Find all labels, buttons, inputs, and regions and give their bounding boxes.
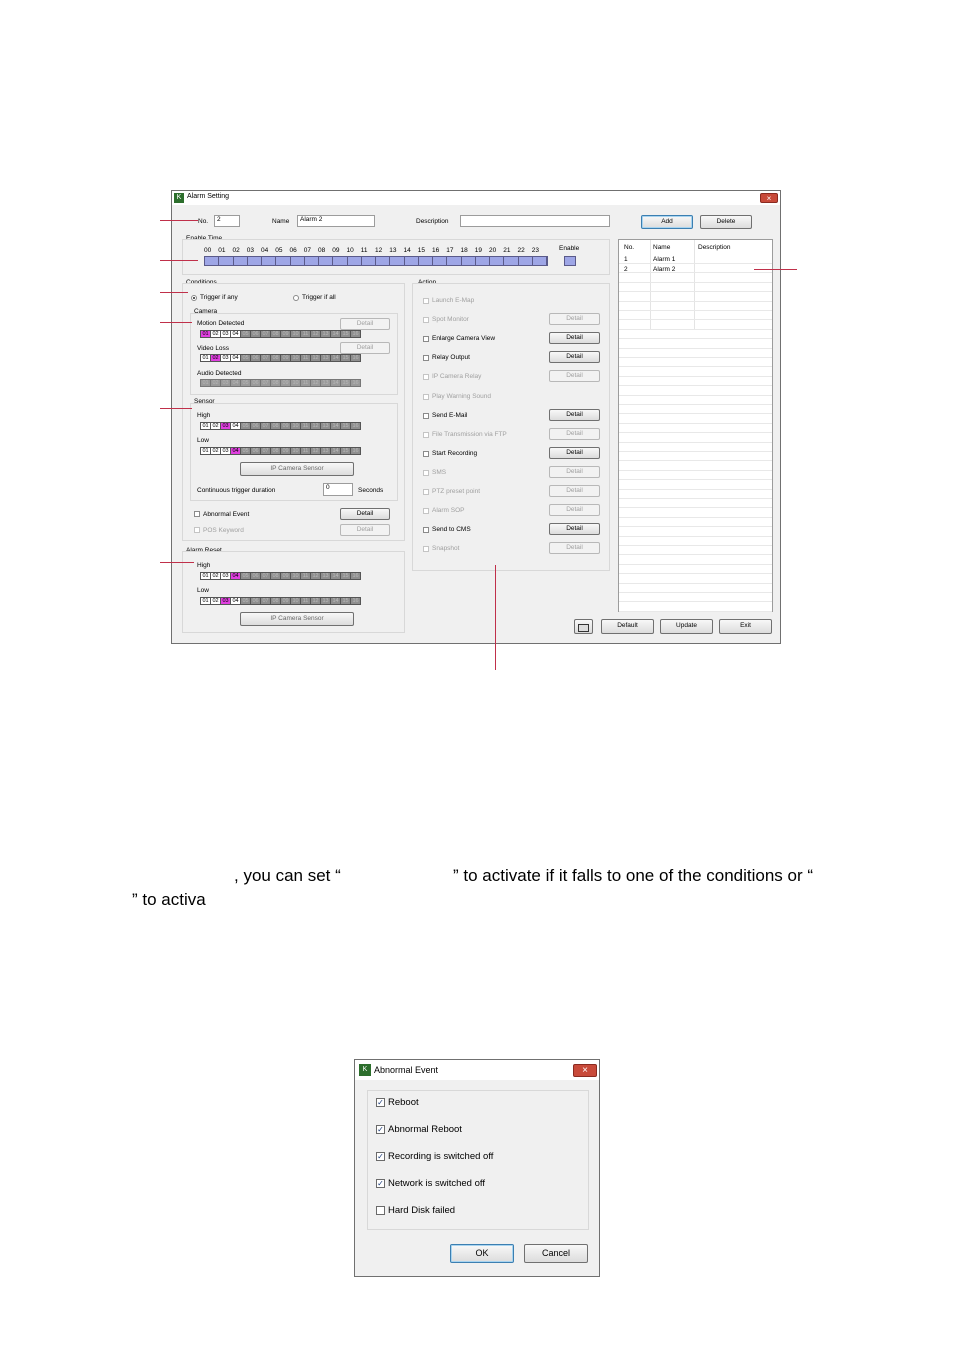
- action-detail-button[interactable]: Detail: [549, 523, 600, 535]
- channel-cell[interactable]: 03: [220, 330, 231, 338]
- list-header-description: Description: [698, 244, 731, 251]
- hour-label: 11: [360, 247, 368, 254]
- channel-cell[interactable]: 16: [350, 354, 361, 362]
- hour-cell[interactable]: [262, 257, 276, 265]
- hour-label: 19: [474, 247, 482, 254]
- abnormal-option-checkbox[interactable]: ✓: [377, 1098, 384, 1107]
- action-detail-button[interactable]: Detail: [549, 428, 600, 440]
- seconds-label: Seconds: [358, 487, 384, 494]
- action-label: IP Camera Relay: [432, 373, 482, 381]
- trigger-all-label: Trigger if all: [302, 294, 336, 301]
- channel-cell[interactable]: 03: [220, 597, 231, 605]
- hour-label: 14: [403, 247, 411, 254]
- audio-channels: [200, 379, 360, 387]
- channel-cell[interactable]: 03: [220, 379, 231, 387]
- body-text-line-1b: ” to activate if it falls to one of the conditions or “: [453, 866, 814, 885]
- channel-cell[interactable]: 14: [330, 572, 341, 580]
- channel-cell[interactable]: 05: [240, 330, 251, 338]
- abnormal-event-checkbox[interactable]: [194, 511, 200, 517]
- hour-label: 21: [503, 247, 511, 254]
- hour-label: 04: [261, 247, 269, 254]
- hour-label: 15: [417, 247, 425, 254]
- action-checkbox[interactable]: [423, 394, 429, 400]
- reset-high-channels: [200, 572, 360, 580]
- channel-cell[interactable]: 14: [330, 447, 341, 455]
- trigger-any-radio[interactable]: [191, 295, 197, 301]
- channel-cell[interactable]: 14: [330, 330, 341, 338]
- trigger-any-label: Trigger if any: [200, 294, 238, 301]
- app-icon: K: [174, 193, 184, 203]
- channel-cell[interactable]: 06: [250, 572, 261, 580]
- reset-low-channels: [200, 597, 360, 605]
- channel-cell[interactable]: 15: [340, 330, 351, 338]
- channel-cell[interactable]: 07: [260, 572, 271, 580]
- hour-label: 23: [531, 247, 539, 254]
- channel-cell[interactable]: 11: [300, 354, 311, 362]
- channel-cell[interactable]: 12: [310, 572, 321, 580]
- channel-cell[interactable]: 13: [320, 379, 331, 387]
- continuous-trigger-label: Continuous trigger duration: [197, 487, 276, 494]
- callout-line-conditions: [160, 292, 188, 293]
- hour-cell[interactable]: [205, 257, 219, 265]
- default-button[interactable]: Default: [601, 619, 654, 634]
- motion-detected-label: Motion Detected: [197, 320, 245, 327]
- alarm-list[interactable]: [618, 239, 773, 612]
- channel-cell[interactable]: 04: [230, 447, 241, 455]
- action-checkbox[interactable]: [423, 355, 429, 361]
- hour-label: 05: [275, 247, 283, 254]
- name-label: Name: [272, 218, 290, 225]
- hour-cell[interactable]: [291, 257, 305, 265]
- body-text-line-1a: , you can set “: [234, 866, 341, 885]
- hour-label: 16: [432, 247, 440, 254]
- channel-cell[interactable]: 06: [250, 422, 261, 430]
- callout-line-camera: [160, 322, 192, 323]
- continuous-trigger-field[interactable]: 0: [323, 483, 353, 496]
- dialog-title: Abnormal Event: [374, 1065, 439, 1075]
- description-label: Description: [416, 218, 449, 225]
- action-label: Alarm SOP: [432, 507, 465, 515]
- hour-cell[interactable]: [419, 257, 433, 265]
- channel-cell[interactable]: 09: [280, 447, 291, 455]
- add-button[interactable]: Add: [641, 215, 693, 229]
- hour-cell[interactable]: [447, 257, 461, 265]
- dialog-title-bar: [355, 1060, 599, 1080]
- channel-cell[interactable]: 11: [300, 379, 311, 387]
- action-checkbox[interactable]: [423, 470, 429, 476]
- channel-cell[interactable]: 05: [240, 354, 251, 362]
- channel-cell[interactable]: 12: [310, 597, 321, 605]
- action-detail-button[interactable]: Detail: [549, 370, 600, 382]
- action-label: PTZ preset point: [432, 488, 481, 495]
- enable-label: Enable: [559, 245, 580, 252]
- action-label: Action: [418, 279, 437, 286]
- hour-label: 08: [318, 247, 326, 254]
- action-checkbox[interactable]: [423, 489, 429, 495]
- motion-detail-button[interactable]: Detail: [340, 318, 390, 330]
- reset-low-label: Low: [197, 587, 209, 594]
- table-row[interactable]: [619, 602, 772, 612]
- hour-cell[interactable]: [234, 257, 248, 265]
- channel-cell[interactable]: 07: [260, 422, 271, 430]
- abnormal-event-detail-button[interactable]: Detail: [340, 508, 390, 520]
- channel-cell[interactable]: 02: [210, 572, 221, 580]
- hour-cell[interactable]: [248, 257, 262, 265]
- action-checkbox[interactable]: [423, 317, 429, 323]
- abnormal-event-dialog: [354, 1059, 600, 1277]
- list-cell-name: Alarm 1: [653, 256, 676, 263]
- name-field[interactable]: Alarm 2: [297, 215, 375, 227]
- hour-label: 06: [289, 247, 297, 254]
- printer-icon: [578, 624, 589, 632]
- channel-cell[interactable]: 10: [290, 379, 301, 387]
- hour-cell[interactable]: [504, 257, 518, 265]
- channel-cell[interactable]: 08: [270, 379, 281, 387]
- hour-label: 17: [446, 247, 454, 254]
- enable-time-label: Enable Time: [186, 235, 223, 242]
- channel-cell[interactable]: 10: [290, 597, 301, 605]
- action-label: Spot Monitor: [432, 316, 469, 324]
- channel-cell[interactable]: 12: [310, 330, 321, 338]
- enable-time-bar[interactable]: [204, 256, 548, 266]
- reset-high-label: High: [197, 562, 211, 569]
- channel-cell[interactable]: 07: [260, 354, 271, 362]
- hour-cell[interactable]: [276, 257, 290, 265]
- video-loss-label: Video Loss: [197, 345, 230, 352]
- ok-button[interactable]: OK: [450, 1244, 514, 1263]
- channel-cell[interactable]: 08: [270, 572, 281, 580]
- action-label: Launch E-Map: [432, 297, 475, 304]
- channel-cell[interactable]: 15: [340, 447, 351, 455]
- trigger-all-radio[interactable]: [293, 295, 299, 301]
- channel-cell[interactable]: 14: [330, 597, 341, 605]
- abnormal-option-label: Hard Disk failed: [388, 1205, 456, 1216]
- channel-cell[interactable]: 16: [350, 330, 361, 338]
- channel-cell[interactable]: 04: [230, 330, 241, 338]
- alarm-setting-window: [171, 190, 781, 644]
- channel-cell[interactable]: 03: [220, 422, 231, 430]
- channel-cell[interactable]: 13: [320, 572, 331, 580]
- hour-cell[interactable]: [462, 257, 476, 265]
- hour-label: 02: [232, 247, 240, 254]
- channel-cell[interactable]: 01: [200, 597, 211, 605]
- channel-cell[interactable]: 04: [230, 422, 241, 430]
- audio-detected-label: Audio Detected: [197, 370, 242, 377]
- hour-label: 22: [517, 247, 525, 254]
- action-detail-button[interactable]: Detail: [549, 447, 600, 459]
- channel-cell[interactable]: 06: [250, 379, 261, 387]
- hour-cell[interactable]: [476, 257, 490, 265]
- hour-cell[interactable]: [348, 257, 362, 265]
- channel-cell[interactable]: 01: [200, 330, 211, 338]
- action-detail-button[interactable]: Detail: [549, 351, 600, 363]
- channel-cell[interactable]: 13: [320, 447, 331, 455]
- channel-cell[interactable]: 07: [260, 330, 271, 338]
- pos-keyword-label: POS Keyword: [203, 527, 244, 534]
- sensor-label: Sensor: [194, 398, 215, 405]
- abnormal-option-checkbox[interactable]: ✓: [377, 1125, 384, 1134]
- channel-cell[interactable]: 04: [230, 597, 241, 605]
- pos-keyword-detail-button[interactable]: Detail: [340, 524, 390, 536]
- action-detail-button[interactable]: Detail: [549, 485, 600, 497]
- action-detail-button[interactable]: Detail: [549, 466, 600, 478]
- channel-cell[interactable]: 09: [280, 330, 291, 338]
- channel-cell[interactable]: 05: [240, 422, 251, 430]
- channel-cell[interactable]: 15: [340, 379, 351, 387]
- action-detail-button[interactable]: Detail: [549, 313, 600, 325]
- action-detail-button[interactable]: Detail: [549, 409, 600, 421]
- channel-cell[interactable]: 16: [350, 422, 361, 430]
- channel-cell[interactable]: 15: [340, 572, 351, 580]
- list-header-no: No.: [624, 244, 635, 251]
- conditions-label: Conditions: [186, 279, 217, 286]
- abnormal-option-checkbox[interactable]: [376, 1206, 385, 1215]
- dialog-app-icon: K: [359, 1064, 371, 1076]
- action-label: File Transmission via FTP: [432, 430, 507, 438]
- channel-cell[interactable]: 08: [270, 447, 281, 455]
- channel-cell[interactable]: 16: [350, 597, 361, 605]
- channel-cell[interactable]: 16: [350, 447, 361, 455]
- channel-cell[interactable]: 07: [260, 597, 271, 605]
- channel-cell[interactable]: 06: [250, 354, 261, 362]
- channel-cell[interactable]: 02: [210, 447, 221, 455]
- title-bar: [172, 191, 780, 205]
- action-checkbox[interactable]: [423, 336, 429, 342]
- hour-label: 13: [389, 247, 397, 254]
- action-checkbox[interactable]: [423, 546, 429, 552]
- channel-cell[interactable]: 02: [210, 354, 221, 362]
- alarm-reset-label: Alarm Reset: [186, 547, 222, 554]
- channel-cell[interactable]: 14: [330, 422, 341, 430]
- channel-cell[interactable]: 04: [230, 379, 241, 387]
- hour-cell[interactable]: [533, 257, 547, 265]
- hour-cell[interactable]: [219, 257, 233, 265]
- action-checkbox[interactable]: [423, 413, 429, 419]
- channel-cell[interactable]: 07: [260, 447, 271, 455]
- channel-cell[interactable]: 13: [320, 597, 331, 605]
- update-button[interactable]: Update: [660, 619, 713, 634]
- hour-cell[interactable]: [362, 257, 376, 265]
- abnormal-option-checkbox[interactable]: ✓: [377, 1179, 384, 1188]
- action-checkbox[interactable]: [423, 527, 429, 533]
- sensor-high-label: High: [197, 412, 211, 419]
- print-icon-button[interactable]: [574, 619, 593, 634]
- channel-cell[interactable]: 11: [300, 330, 311, 338]
- channel-cell[interactable]: 06: [250, 330, 261, 338]
- abnormal-option-label: Recording is switched off: [388, 1151, 494, 1162]
- channel-cell[interactable]: 05: [240, 572, 251, 580]
- channel-cell[interactable]: 02: [210, 597, 221, 605]
- list-cell-no: 2: [624, 266, 628, 273]
- sensor-high-channels: [200, 422, 360, 430]
- pos-keyword-checkbox[interactable]: [194, 527, 200, 533]
- channel-cell[interactable]: 01: [200, 379, 211, 387]
- channel-cell[interactable]: 08: [270, 422, 281, 430]
- action-label: Relay Output: [432, 354, 470, 362]
- action-label: Send to CMS: [432, 526, 471, 534]
- action-label: SMS: [432, 468, 447, 476]
- channel-cell[interactable]: 05: [240, 379, 251, 387]
- channel-cell[interactable]: 02: [210, 422, 221, 430]
- callout-line-alarm-list: [754, 269, 797, 270]
- channel-cell[interactable]: 12: [310, 354, 321, 362]
- channel-cell[interactable]: 06: [250, 447, 261, 455]
- action-label: Send E-Mail: [432, 411, 468, 419]
- channel-cell[interactable]: 10: [290, 422, 301, 430]
- channel-cell[interactable]: 12: [310, 447, 321, 455]
- channel-cell[interactable]: 02: [210, 379, 221, 387]
- hour-label: 01: [218, 247, 226, 254]
- list-cell-name: Alarm 2: [653, 266, 676, 273]
- action-label: Enlarge Camera View: [432, 335, 496, 343]
- channel-cell[interactable]: 03: [220, 354, 231, 362]
- no-field[interactable]: 2: [214, 215, 240, 227]
- hour-cell[interactable]: [405, 257, 419, 265]
- channel-cell[interactable]: 11: [300, 447, 311, 455]
- channel-cell[interactable]: 16: [350, 379, 361, 387]
- callout-line-alarm-reset: [160, 562, 194, 563]
- channel-cell[interactable]: 07: [260, 379, 271, 387]
- channel-cell[interactable]: 10: [290, 354, 301, 362]
- action-checkbox[interactable]: [423, 298, 429, 304]
- channel-cell[interactable]: 05: [240, 447, 251, 455]
- action-detail-button[interactable]: Detail: [549, 332, 600, 344]
- abnormal-event-label: Abnormal Event: [203, 511, 250, 518]
- channel-cell[interactable]: 04: [230, 572, 241, 580]
- channel-cell[interactable]: 11: [300, 597, 311, 605]
- channel-cell[interactable]: 11: [300, 572, 311, 580]
- channel-cell[interactable]: 16: [350, 572, 361, 580]
- channel-cell[interactable]: 10: [290, 330, 301, 338]
- hour-cell[interactable]: [376, 257, 390, 265]
- hour-cell[interactable]: [490, 257, 504, 265]
- video-loss-detail-button[interactable]: Detail: [340, 342, 390, 354]
- body-text-line-2: ” to activa: [132, 890, 206, 909]
- camera-label: Camera: [194, 308, 218, 315]
- action-checkbox[interactable]: [423, 451, 429, 457]
- channel-cell[interactable]: 09: [280, 597, 291, 605]
- channel-cell[interactable]: 12: [310, 379, 321, 387]
- list-header-name: Name: [653, 244, 671, 251]
- channel-cell[interactable]: 10: [290, 447, 301, 455]
- sensor-low-channels: [200, 447, 360, 455]
- callout-line-sensor: [160, 408, 192, 409]
- action-checkbox[interactable]: [423, 432, 429, 438]
- channel-cell[interactable]: 15: [340, 422, 351, 430]
- channel-cell[interactable]: 05: [240, 597, 251, 605]
- channel-cell[interactable]: 14: [330, 379, 341, 387]
- action-checkbox[interactable]: [423, 374, 429, 380]
- callout-line-number: [160, 220, 198, 221]
- abnormal-option-label: Abnormal Reboot: [388, 1124, 462, 1135]
- channel-cell[interactable]: 01: [200, 447, 211, 455]
- channel-cell[interactable]: 12: [310, 422, 321, 430]
- channel-cell[interactable]: 13: [320, 330, 331, 338]
- channel-cell[interactable]: 13: [320, 422, 331, 430]
- enable-toggle[interactable]: [564, 256, 576, 266]
- list-cell-no: 1: [624, 256, 628, 263]
- motion-channels: [200, 330, 360, 338]
- abnormal-option-label: Reboot: [388, 1097, 419, 1108]
- channel-cell[interactable]: 08: [270, 597, 281, 605]
- channel-cell[interactable]: 04: [230, 354, 241, 362]
- sensor-low-label: Low: [197, 437, 209, 444]
- hour-label: 03: [246, 247, 254, 254]
- channel-cell[interactable]: 15: [340, 597, 351, 605]
- channel-cell[interactable]: 09: [280, 379, 291, 387]
- channel-cell[interactable]: 01: [200, 422, 211, 430]
- channel-cell[interactable]: 09: [280, 422, 291, 430]
- channel-cell[interactable]: 09: [280, 354, 291, 362]
- callout-line-action: [495, 565, 496, 670]
- action-detail-button[interactable]: Detail: [549, 504, 600, 516]
- hour-label: 07: [303, 247, 311, 254]
- window-title: Alarm Setting: [187, 193, 230, 200]
- dialog-close-button[interactable]: ×: [573, 1064, 597, 1077]
- no-label: No.: [198, 218, 209, 225]
- channel-cell[interactable]: 09: [280, 572, 291, 580]
- hour-label: 18: [460, 247, 468, 254]
- hour-cell[interactable]: [319, 257, 333, 265]
- channel-cell[interactable]: 08: [270, 330, 281, 338]
- abnormal-option-checkbox[interactable]: ✓: [377, 1152, 384, 1161]
- hour-cell[interactable]: [390, 257, 404, 265]
- action-checkbox[interactable]: [423, 508, 429, 514]
- hour-label: 12: [375, 247, 383, 254]
- channel-cell[interactable]: 10: [290, 572, 301, 580]
- channel-cell[interactable]: 01: [200, 354, 211, 362]
- reset-ip-camera-sensor-button[interactable]: IP Camera Sensor: [240, 612, 354, 626]
- hour-label: 00: [204, 247, 212, 254]
- channel-cell[interactable]: 02: [210, 330, 221, 338]
- hour-cell[interactable]: [333, 257, 347, 265]
- hour-label: 10: [346, 247, 354, 254]
- close-button[interactable]: ×: [760, 193, 778, 203]
- channel-cell[interactable]: 03: [220, 447, 231, 455]
- cancel-button[interactable]: Cancel: [524, 1244, 588, 1263]
- action-label: Play Warning Sound: [432, 392, 492, 400]
- action-label: Start Recording: [432, 449, 478, 457]
- channel-cell[interactable]: 14: [330, 354, 341, 362]
- hour-cell[interactable]: [433, 257, 447, 265]
- channel-cell[interactable]: 13: [320, 354, 331, 362]
- channel-cell[interactable]: 01: [200, 572, 211, 580]
- callout-line-enable-time: [160, 260, 198, 261]
- hour-cell[interactable]: [519, 257, 533, 265]
- abnormal-option-label: Network is switched off: [388, 1178, 485, 1189]
- channel-cell[interactable]: 08: [270, 354, 281, 362]
- description-field[interactable]: [460, 215, 610, 227]
- action-label: Snapshot: [432, 545, 460, 553]
- channel-cell[interactable]: 03: [220, 572, 231, 580]
- delete-button[interactable]: Delete: [700, 215, 752, 229]
- hour-cell[interactable]: [305, 257, 319, 265]
- channel-cell[interactable]: 15: [340, 354, 351, 362]
- video-loss-channels: [200, 354, 360, 362]
- channel-cell[interactable]: 11: [300, 422, 311, 430]
- ip-camera-sensor-button[interactable]: IP Camera Sensor: [240, 462, 354, 476]
- exit-button[interactable]: Exit: [719, 619, 772, 634]
- hour-label: 09: [332, 247, 340, 254]
- hour-label: 20: [489, 247, 497, 254]
- channel-cell[interactable]: 06: [250, 597, 261, 605]
- action-detail-button[interactable]: Detail: [549, 542, 600, 554]
